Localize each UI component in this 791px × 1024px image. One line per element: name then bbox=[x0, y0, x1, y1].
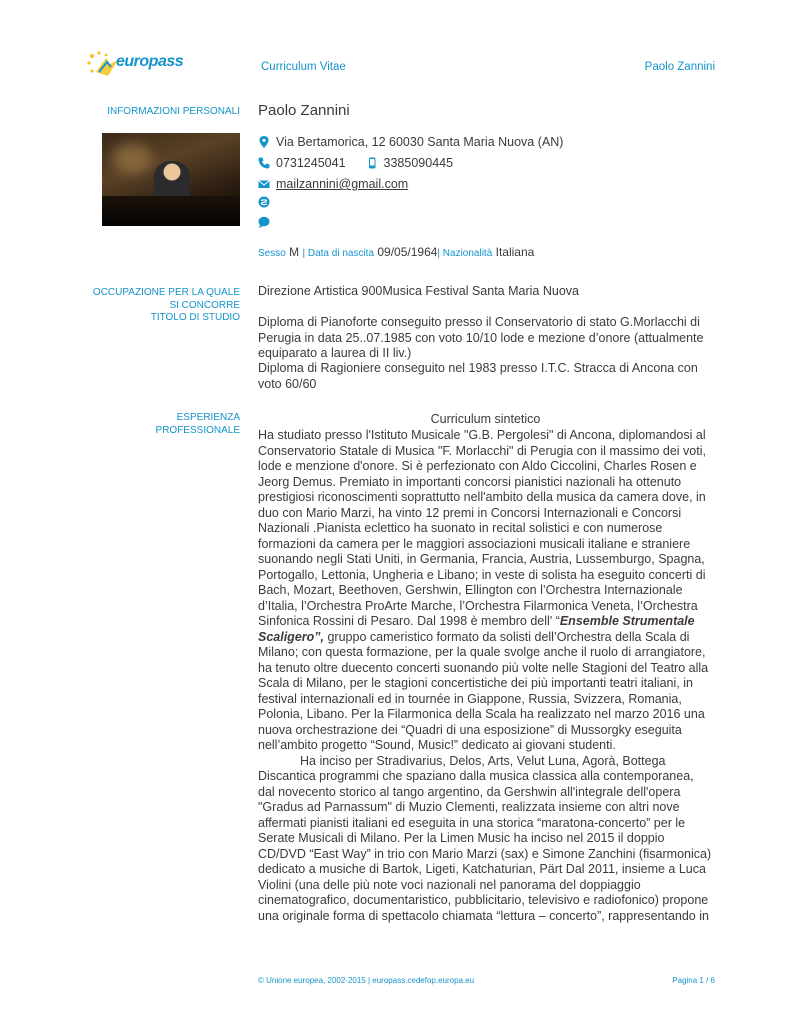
birth-label: | Data di nascita bbox=[302, 248, 375, 259]
section-label-occupation: OCCUPAZIONE PER LA QUALE SI CONCORRE TITOLO DI STUDIO bbox=[92, 287, 240, 323]
website-icon bbox=[258, 196, 270, 208]
doc-title: Curriculum Vitae bbox=[261, 61, 346, 73]
im-row bbox=[258, 216, 270, 228]
email-row bbox=[258, 177, 408, 191]
experience-paragraph-1: Ha studiato presso l'Istituto Musicale "G.B. Pergolesi" di Ancona, diplomandosi al Conservatorio Statale di Musica "F. Morlacchi" di Perugia con il massimo dei voti, lode e menzione d'onore. Si è perfezionato con Aldo Ciccolini, Charles Rosen e Jeorg Demus. Premiato in importanti concorsi pianistici nazionali ha ottenuto prestigiosi riconoscimenti soprattutto nell'ambito della musica da camera dove, in duo con Mario Marzi, ha vinto 12 premi in Concorsi Internazionali e Concorsi Nazionali .Pianista eclettico ha suonato in recital solistici e con numerose formazioni da camera per le maggiori associazioni musicali italiane e straniere suonando negli Stati Uniti, in Germania, Francia, Austria, Lussemburgo, Spagna, Portogallo, Lettonia, Ungheria e Libano; in veste di solista ha eseguito concerti di Bach, Mozart, Beethoven, Gershwin, Ellington con l’Orchestra Internazionale d’Italia, l’Orchestra ProArte Marche, l’Orchestra Filarmonica Veneta, l’Orchestra Sinfonica Rossini di Pesaro. Dal 1998 è membro dell' “Ensemble Strumentale Scaligero”, gruppo cameristico formato da solisti dell’Orchestra della Scala di Milano; con questa formazione, per la quale svolge anche il ruolo di arrangiatore, ha tenuto oltre duecento concerti suonando più volte nelle Stagioni del Teatro alla Scala di Milano, per le stagioni concertistiche dei più importanti teatri italiani, in festival internazionali ed in tournée in Giappone, Russia, Svizzera, Romania, Polonia, Libano. Per la Filarmonica della Scala ha realizzato nel marzo 2016 una nuova orchestrazione dei “Quadri di una esposizione” di Mussorgky eseguita nell’ambito progetto “Sound, Music!” dedicato ai giovani studenti. bbox=[258, 428, 709, 752]
sex-value: M bbox=[289, 245, 300, 259]
section-label-personal: INFORMAZIONI PERSONALI bbox=[107, 106, 240, 117]
nationality-label: | Nazionalità bbox=[437, 248, 493, 259]
occupation-value: Direzione Artistica 900Musica Festival Santa Maria Nuova bbox=[258, 284, 579, 298]
email-icon bbox=[258, 178, 270, 190]
phone-icon bbox=[258, 157, 270, 169]
europass-logo bbox=[86, 50, 186, 80]
address-row bbox=[258, 135, 563, 149]
website-row bbox=[258, 196, 270, 208]
birth-value: 09/05/1964 bbox=[377, 245, 438, 259]
experience-body bbox=[258, 428, 713, 924]
phone-text: 0731245041 bbox=[276, 156, 346, 170]
personal-meta bbox=[258, 245, 534, 259]
study-title-1: Diploma di Pianoforte conseguito presso il Conservatorio di stato G.Morlacchi di Perugia in data 25..07.1985 con voto 10/10 lode e mezione d’onore (attualmente equiparato a laurea di II liv.) bbox=[258, 315, 704, 360]
stars-icon bbox=[86, 50, 120, 80]
nationality-value: Italiana bbox=[495, 245, 535, 259]
mobile-phone-icon bbox=[366, 157, 378, 169]
address-text: Via Bertamorica, 12 60030 Santa Maria Nuova (AN) bbox=[276, 135, 564, 149]
logo-wordmark: europass bbox=[116, 53, 184, 70]
page-number: Pagina 1 / 6 bbox=[672, 976, 715, 985]
footer-copyright: © Unione europea, 2002-2015 | europass.cedefop.europa.eu bbox=[258, 976, 475, 985]
email-link[interactable]: mailzannini@gmail.com bbox=[276, 177, 409, 191]
section-label-experience: ESPERIENZA PROFESSIONALE bbox=[155, 412, 240, 436]
experience-paragraph-2: Ha inciso per Stradivarius, Delos, Arts, Velut Luna, Agorà, Bottega Discantica programmi che spaziano dalla musica classica alla contemporanea, dal novecento storico al tango argentino, da Gershwin all'integrale dell'opera "Gradus ad Parnassum" di Muzio Clementi, realizzata insieme con altri nove affermati pianisti italiani ed eseguita in una storica “maratona-concerto” per le Serate Musicali di Milano. Per la Limen Music ha inciso nel 2015 il doppio CD/DVD “East Way” in trio con Mario Marzi (sax) e Simone Zanchini (fisarmonica) dedicato a musiche di Bartok, Ligeti, Katchaturian, Pärt Dal 2011, insieme a Luca Violini (una delle più note voci nazionali nel panorama del doppiaggio cinematografico, documentaristico, pubblicitario, televisivo e radiofonico) propone una originale forma di spettacolo chiamata “lettura – concerto”, rappresentando in bbox=[258, 753, 712, 923]
location-pin-icon bbox=[258, 136, 270, 148]
person-name: Paolo Zannini bbox=[258, 102, 350, 119]
phone-row bbox=[258, 156, 453, 170]
mobile-text: 3385090445 bbox=[383, 156, 454, 170]
sex-label: Sesso bbox=[258, 248, 286, 259]
chat-icon bbox=[258, 216, 270, 228]
experience-heading: Curriculum sintetico bbox=[430, 412, 541, 426]
profile-photo bbox=[102, 133, 240, 226]
study-title-2: Diploma di Ragioniere conseguito nel 1983 presso I.T.C. Stracca di Ancona con voto 60/60 bbox=[258, 361, 698, 391]
header-person-name: Paolo Zannini bbox=[644, 61, 715, 73]
